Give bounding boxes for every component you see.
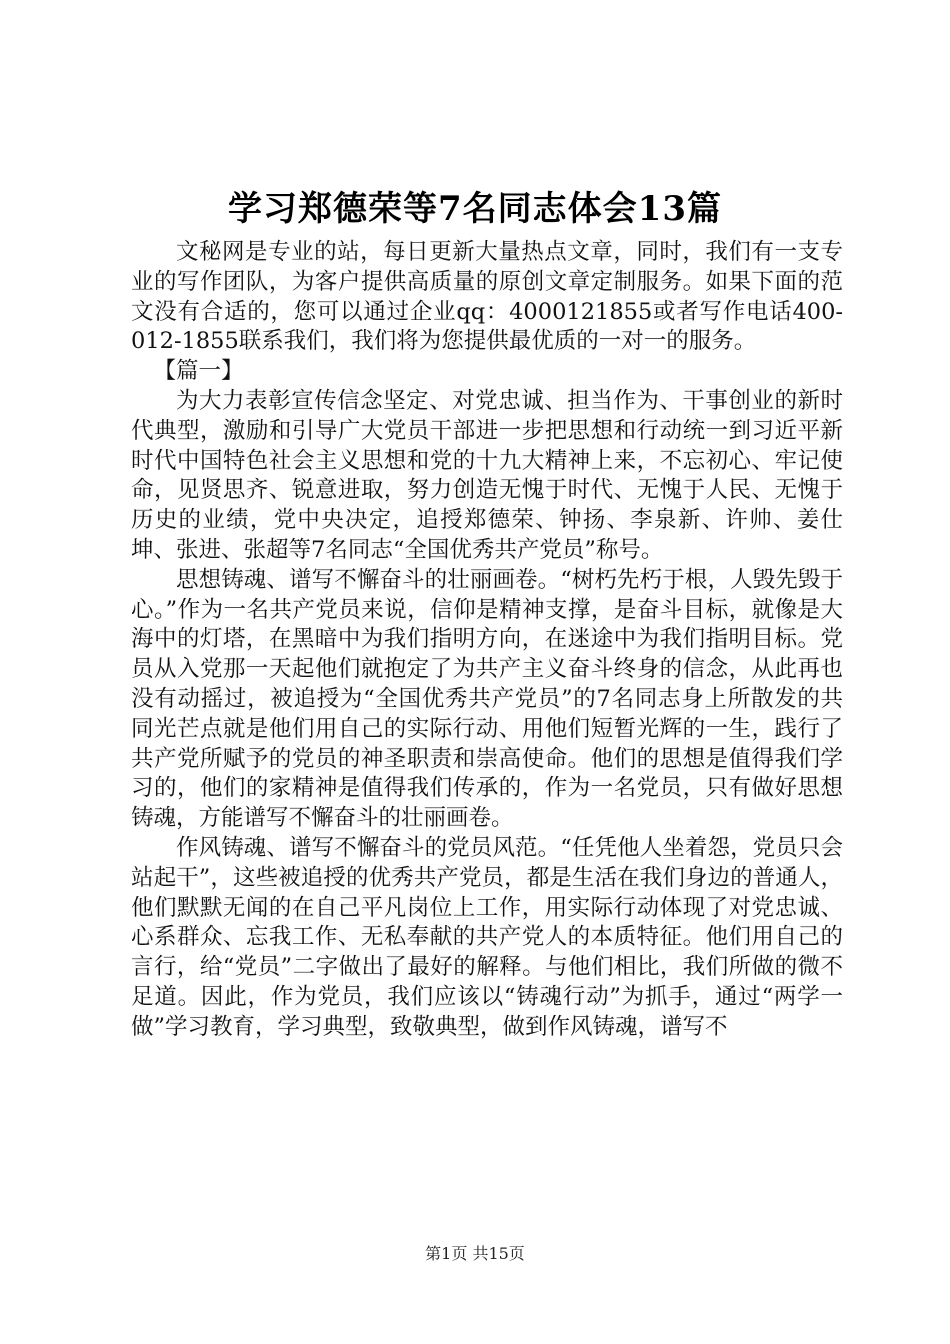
page-footer: 第1页 共15页 bbox=[425, 1244, 525, 1263]
body-paragraph: 思想铸魂、谱写不懈奋斗的壮丽画卷。“树朽先朽于根，人毁先毁于心。”作为一名共产党员来说，信仰是精神支撑，是奋斗目标，就像是大海中的灯塔，在黑暗中为我们指明方向，在迷途中为我们指明目标。党员从入党那一天起他们就抱定了为共产主义奋斗终身的信念，从此再也没有动摇过，被追授为“全国优秀共产党员”的7名同志身上所散发的共同光芒点就是他们用自己的实际行动、用他们短暂光辉的一生，践行了共产党所赋予的党员的神圣职责和崇高使命。他们的思想是值得我们学习的，他们的家精神是值得我们传承的，作为一名党员，只有做好思想铸魂，方能谱写不懈奋斗的壮丽画卷。 bbox=[131, 566, 843, 832]
body-paragraph: 作风铸魂、谱写不懈奋斗的党员风范。“任凭他人坐着怨，党员只会站起干”，这些被追授的优秀共产党员，都是生活在我们身边的普通人，他们默默无闻的在自己平凡岗位上工作，用实际行动体现了对党忠诚、心系群众、忘我工作、无私奉献的共产党人的本质特征。他们用自己的言行，给“党员”二字做出了最好的解释。与他们相比，我们所做的微不足道。因此，作为党员，我们应该以“铸魂行动”为抓手，通过“两学一做”学习教育，学习典型，致敬典型，做到作风铸魂，谱写不 bbox=[131, 834, 843, 1040]
document-body bbox=[131, 238, 843, 1043]
section-heading: 【篇一】 bbox=[153, 358, 244, 385]
body-paragraph: 文秘网是专业的站，每日更新大量热点文章，同时，我们有一支专业的写作团队，为客户提供高质量的原创文章定制服务。如果下面的范文没有合适的，您可以通过企业qq：4000121855或者写作电话400-012-1855联系我们，我们将为您提供最优质的一对一的服务。 bbox=[131, 239, 843, 355]
document-title: 学习郑德荣等7名同志体会13篇 bbox=[228, 189, 722, 229]
body-paragraph: 为大力表彰宣传信念坚定、对党忠诚、担当作为、干事创业的新时代典型，激励和引导广大党员干部进一步把思想和行动统一到习近平新时代中国特色社会主义思想和党的十九大精神上来，不忘初心、牢记使命，见贤思齐、锐意进取，努力创造无愧于时代、无愧于人民、无愧于历史的业绩，党中央决定，追授郑德荣、钟扬、李泉新、许帅、姜仕坤、张进、张超等7名同志“全国优秀共产党员”称号。 bbox=[131, 387, 843, 563]
